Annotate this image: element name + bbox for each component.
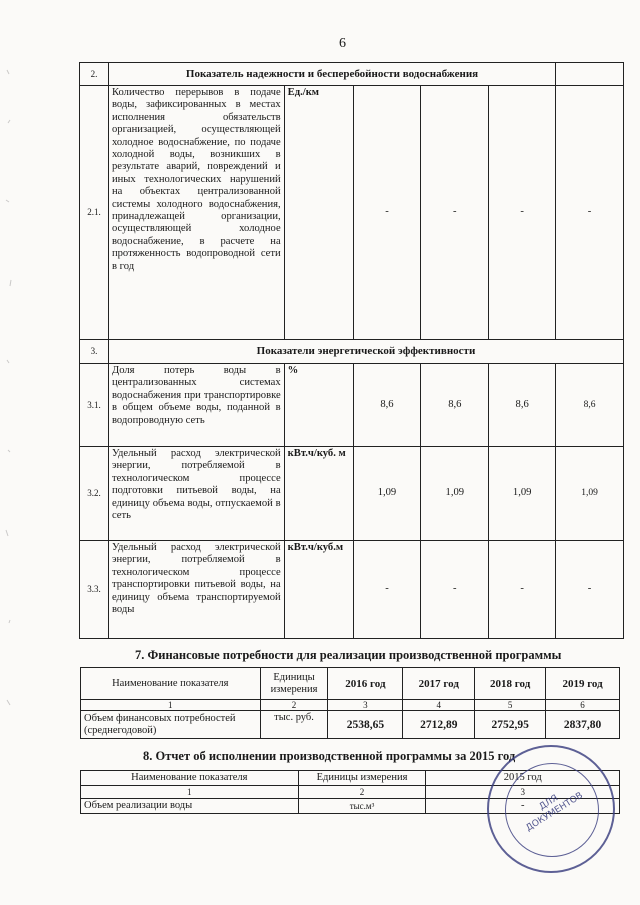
row-unit: тыс.м³	[298, 799, 426, 814]
row-value: 2837,80	[546, 711, 620, 739]
row-number: 2.1.	[80, 86, 109, 340]
indicator-value: 1,09	[489, 447, 556, 541]
indicator-unit: Ед./км	[284, 86, 353, 340]
indicator-description: Доля потерь воды в централизованных системах водоснабжения при транспортировке в общем объеме воды, поданной в водопроводную сеть	[108, 364, 284, 447]
section-title: Показатели энергетической эффективности	[108, 340, 623, 364]
row-number: 3.3.	[80, 541, 109, 639]
section-2-header-row	[80, 63, 624, 86]
indicator-description: Количество перерывов в подаче воды, зафиксированных в местах исполнения обязательств организацией, осуществляющей холодное водоснабжение, по подаче холодной воды, возникших в результате аварий, повреждений и иных технологических нарушений на объектах централизованной системы холодного водоснабжения, принадлежащей организации, осуществляющей холодное водоснабжение, в расчете на протяженность водопроводной сети в год	[108, 86, 284, 340]
indicator-value: -	[421, 86, 489, 340]
indicator-value: 1,09	[421, 447, 489, 541]
page-number: 6	[339, 36, 346, 51]
table-header-row	[81, 668, 620, 700]
indicator-value: -	[421, 541, 489, 639]
column-index: 1	[81, 786, 299, 799]
column-header: Единицы измерения	[298, 771, 426, 786]
column-header: 2016 год	[328, 668, 403, 700]
section-number: 2.	[80, 63, 109, 86]
column-header: 2015 год	[426, 771, 620, 786]
indicator-unit: кВт.ч/куб.м	[284, 541, 353, 639]
section-title: Показатель надежности и бесперебойности водоснабжения	[108, 63, 555, 86]
indicator-description: Удельный расход электрической энергии, потребляемой в технологическом процессе транспортировки питьевой воды, на единицу объема транспортируемой воды	[108, 541, 284, 639]
indicator-value: -	[353, 86, 421, 340]
indicators-table	[79, 62, 624, 639]
table-row	[80, 86, 624, 340]
indicator-value: 1,09	[556, 447, 624, 541]
table-row	[81, 711, 620, 739]
indicator-value: 8,6	[556, 364, 624, 447]
column-index: 5	[475, 700, 546, 711]
column-header: 2018 год	[475, 668, 546, 700]
column-header: 2017 год	[403, 668, 475, 700]
indicator-value: 8,6	[421, 364, 489, 447]
indicator-value: -	[353, 541, 421, 639]
column-index: 4	[403, 700, 475, 711]
indicator-value: 8,6	[489, 364, 556, 447]
column-index: 6	[546, 700, 620, 711]
financial-needs-table	[80, 667, 620, 739]
financial-needs-heading: 7. Финансовые потребности для реализации производственной программы	[135, 648, 562, 662]
row-value: 2538,65	[328, 711, 403, 739]
table-row	[80, 541, 624, 639]
row-name: Объем финансовых потребностей (среднегодовой)	[81, 711, 261, 739]
table-row	[80, 364, 624, 447]
row-value: 2752,95	[475, 711, 546, 739]
official-seal-stamp	[487, 745, 615, 873]
row-name: Объем реализации воды	[81, 799, 299, 814]
section-3-header-row	[80, 340, 624, 364]
column-index: 3	[426, 786, 620, 799]
column-header: 2019 год	[546, 668, 620, 700]
column-header: Наименование показателя	[81, 668, 261, 700]
indicator-unit: кВт.ч/куб. м	[284, 447, 353, 541]
column-header: Единицы измерения	[260, 668, 328, 700]
column-header: Наименование показателя	[81, 771, 299, 786]
indicator-value: -	[556, 86, 624, 340]
section-number: 3.	[80, 340, 109, 364]
indicator-description: Удельный расход электрической энергии, потребляемой в технологическом процессе подготовки питьевой воды, на единицу объема воды, отпускаемой в сеть	[108, 447, 284, 541]
empty-cell	[556, 63, 624, 86]
column-index-row	[81, 700, 620, 711]
column-index: 2	[260, 700, 328, 711]
indicator-unit: %	[284, 364, 353, 447]
row-value: -	[426, 799, 620, 814]
indicator-value: -	[556, 541, 624, 639]
table-row	[80, 447, 624, 541]
row-value: 2712,89	[403, 711, 475, 739]
indicator-value: -	[489, 541, 556, 639]
indicator-value: 1,09	[353, 447, 421, 541]
seal-text: ДЛЯ ДОКУМЕНТОВ	[524, 790, 585, 834]
row-number: 3.2.	[80, 447, 109, 541]
column-index: 3	[328, 700, 403, 711]
indicator-value: 8,6	[353, 364, 421, 447]
column-index: 2	[298, 786, 426, 799]
column-index: 1	[81, 700, 261, 711]
row-number: 3.1.	[80, 364, 109, 447]
scan-margin-artifacts	[4, 60, 16, 760]
report-heading: 8. Отчет об исполнении производственной программы за 2015 год	[143, 749, 516, 763]
row-unit: тыс. руб.	[260, 711, 328, 739]
indicator-value: -	[489, 86, 556, 340]
